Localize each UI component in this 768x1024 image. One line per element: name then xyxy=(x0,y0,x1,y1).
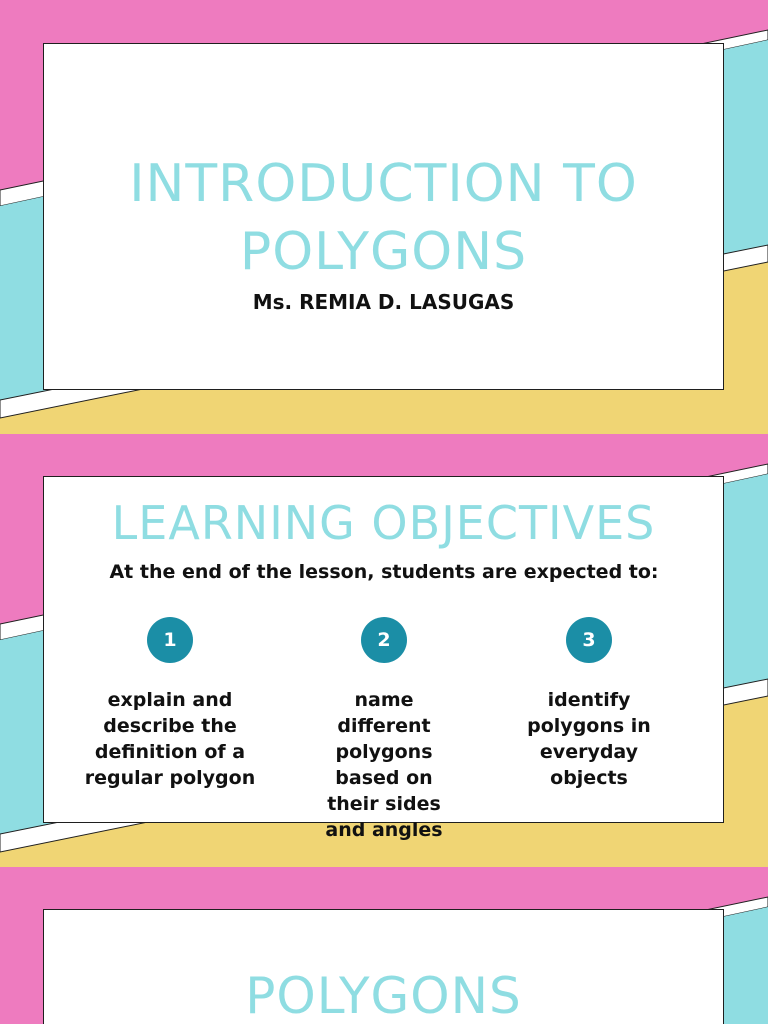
number-badge: 3 xyxy=(566,617,612,663)
objectives-card xyxy=(43,476,724,841)
slide-title-line-1: INTRODUCTION TO xyxy=(129,154,638,214)
slide-title: LEARNING OBJECTIVES xyxy=(111,496,656,550)
polygons-card xyxy=(43,909,724,1024)
objective-2 xyxy=(294,617,474,843)
slide-title: POLYGONS xyxy=(245,967,522,1024)
slide-1 xyxy=(0,0,768,432)
objectives-intro: At the end of the lesson, students are expected to: xyxy=(109,561,659,583)
objective-text: explain and describe the definition of a regular polygon xyxy=(84,689,256,789)
number-badge: 2 xyxy=(361,617,407,663)
objective-text: identify polygons in everyday objects xyxy=(527,689,651,789)
title-card xyxy=(43,43,724,390)
objective-1 xyxy=(80,617,260,791)
number-badge: 1 xyxy=(147,617,193,663)
slide-2 xyxy=(0,434,768,866)
objective-text: name different polygons based on their sides and angles xyxy=(325,689,443,841)
author-name: Ms. REMIA D. LASUGAS xyxy=(252,290,515,314)
slide-title-line-2: POLYGONS xyxy=(239,222,528,282)
objective-3 xyxy=(499,617,679,791)
slide-3 xyxy=(0,867,768,1024)
